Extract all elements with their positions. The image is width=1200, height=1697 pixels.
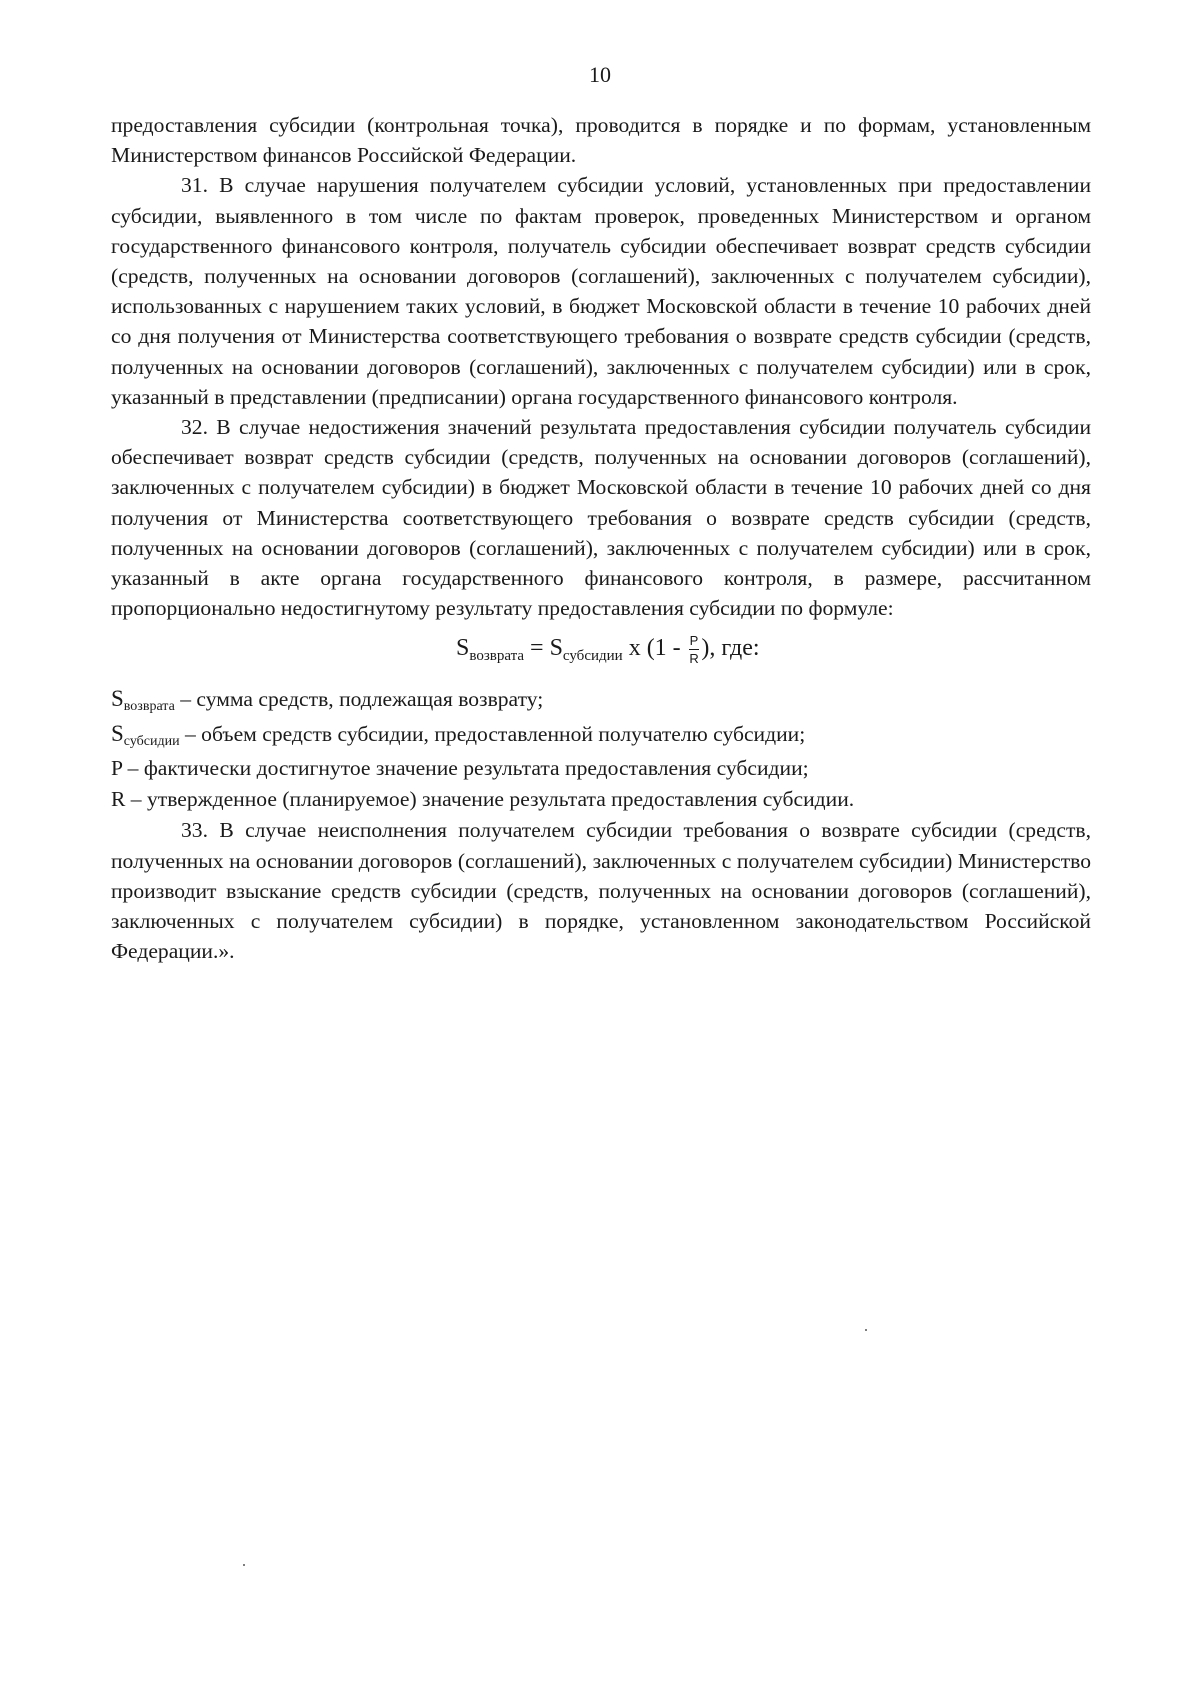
formula-lhs-symbol: S [456, 635, 470, 662]
definition-subscript: субсидии [123, 734, 180, 750]
fraction-denominator: R [689, 650, 699, 666]
formula-open: (1 - [646, 635, 681, 662]
definition-text: – сумма средств, подлежащая возврату; [174, 687, 544, 712]
definition-text: – объем средств субсидии, предоставленной получателю субсидии; [179, 722, 806, 747]
definition-p [111, 753, 1091, 784]
definition-symbol: P [111, 756, 123, 781]
refund-formula [111, 625, 1091, 677]
formula-rhs-subscript: субсидии [562, 648, 623, 665]
formula-rhs-symbol: S [549, 635, 563, 662]
formula-fraction [689, 634, 700, 666]
definition-r [111, 784, 1091, 815]
definition-symbol: S [111, 721, 124, 747]
document-body [111, 110, 1091, 966]
formula-close: ), где: [701, 635, 760, 662]
definition-symbol: R [111, 787, 126, 812]
definition-symbol: S [111, 686, 124, 712]
scan-speck [243, 1564, 245, 1566]
formula-lhs-subscript: возврата [469, 648, 525, 665]
paragraph-32: 32. В случае недостижения значений результата предоставления субсидии получатель субсидии обеспечивает возврат средств субсидии (средств, полученных на основании договоров (соглашений), заключенных с получателем субсидии) в бюджет Московской области в течение 10 рабочих дней со дня получения от Министерства соответствующего требования о возврате средств субсидии (средств, полученных на основании договоров (соглашений), заключенных с получателем субсидии) или в срок, указанный в акте органа государственного финансового контроля, в размере, рассчитанном пропорционально недостигнутому результату предоставления субсидии по формуле: [111, 415, 1091, 621]
definition-text: – утвержденное (планируемое) значение результата предоставления субсидии. [125, 787, 855, 812]
formula-multiply: x [628, 635, 641, 662]
definition-s-refund [111, 683, 1091, 718]
fraction-numerator: P [689, 632, 699, 648]
definition-text: – фактически достигнутое значение результата предоставления субсидии; [122, 756, 809, 781]
formula-equals: = [530, 635, 544, 662]
page-number: 10 [589, 62, 611, 87]
scan-speck [865, 1329, 867, 1331]
definition-subscript: возврата [123, 699, 175, 715]
definition-s-subsidy [111, 718, 1091, 753]
paragraph-31: 31. В случае нарушения получателем субсидии условий, установленных при предоставлении субсидии, выявленного в том числе по фактам проверок, проведенных Министерством и органом государственного финансового контроля, получатель субсидии обеспечивает возврат средств субсидии (средств, полученных на основании договоров (соглашений), заключенных с получателем субсидии), использованных с нарушением таких условий, в бюджет Московской области в течение 10 рабочих дней со дня получения от Министерства соответствующего требования о возврате средств субсидии (средств, полученных на основании договоров (соглашений), заключенных с получателем субсидии) или в срок, указанный в представлении (предписании) органа государственного финансового контроля. [111, 173, 1091, 409]
paragraph-continuation: предоставления субсидии (контрольная точка), проводится в порядке и по формам, установленным Министерством финансов Российской Федерации. [111, 113, 1091, 168]
paragraph-33: 33. В случае неисполнения получателем субсидии требования о возврате субсидии (средств, полученных на основании договоров (соглашений), заключенных с получателем субсидии) Министерство производит взыскание средств субсидии (средств, полученных на основании договоров (соглашений), заключенных с получателем субсидии) в порядке, установленном законодательством Российской Федерации.». [111, 818, 1091, 964]
